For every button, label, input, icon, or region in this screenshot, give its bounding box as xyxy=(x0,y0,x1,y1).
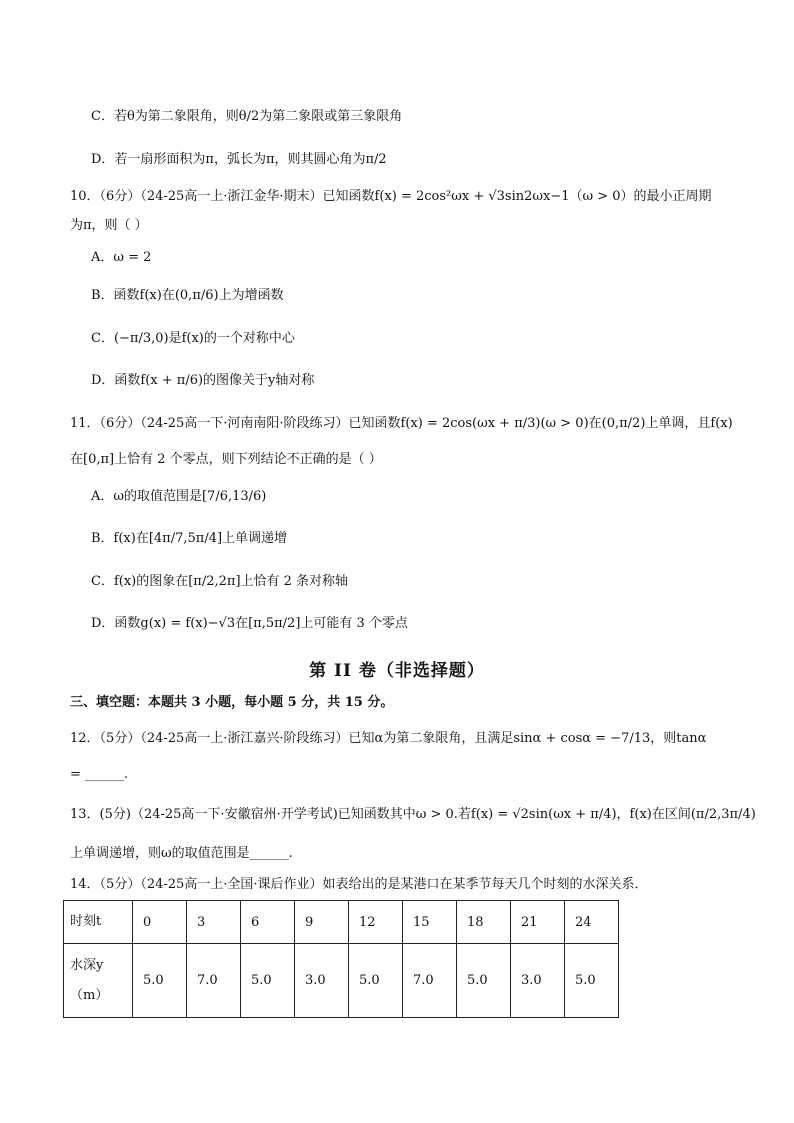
q9-option-c: C．若θ为第二象限角，则θ/2为第二象限或第三象限角 xyxy=(91,109,403,124)
depth-cell: 5.0 xyxy=(457,944,511,1018)
depth-cell: 3.0 xyxy=(295,944,349,1018)
depth-cell: 3.0 xyxy=(511,944,565,1018)
time-cell: 24 xyxy=(565,901,619,944)
q12-line1: 12．（5分）（24-25高一上·浙江嘉兴·阶段练习）已知α为第二象限角，且满足sinα + cosα = −7/13，则tanα xyxy=(70,731,707,746)
section-title: 第 II 卷（非选择题） xyxy=(309,661,485,681)
q10-stem-line1: 10．（6分）（24-25高一上·浙江金华·期末）已知函数f(x) = 2cos²ωx + √3sin2ωx−1（ω > 0）的最小正周期 xyxy=(70,189,712,204)
q11-option-c: C．f(x)的图象在[π/2,2π]上恰有 2 条对称轴 xyxy=(91,574,349,589)
time-cell: 15 xyxy=(403,901,457,944)
q10-option-c: C．(−π/3,0)是f(x)的一个对称中心 xyxy=(91,331,295,346)
q13-line2: 上单调递增，则ω的取值范围是______. xyxy=(70,846,293,861)
section-instruction: 三、填空题：本题共 3 小题，每小题 5 分，共 15 分。 xyxy=(70,695,394,710)
q10-option-a: A．ω = 2 xyxy=(91,250,152,265)
q10-option-b: B．函数f(x)在(0,π/6)上为增函数 xyxy=(91,288,284,303)
depth-cell: 7.0 xyxy=(403,944,457,1018)
q11-option-d: D．函数g(x) = f(x)−√3在[π,5π/2]上可能有 3 个零点 xyxy=(91,616,408,631)
q9-option-d: D．若一扇形面积为π，弧长为π，则其圆心角为π/2 xyxy=(91,152,387,167)
q11-stem-line2: 在[0,π]上恰有 2 个零点，则下列结论不正确的是（ ） xyxy=(70,452,382,467)
table-row-depth xyxy=(64,944,619,1018)
depth-header-label: 水深y xyxy=(70,957,104,973)
time-cell: 0 xyxy=(133,901,187,944)
depth-cell: 7.0 xyxy=(187,944,241,1018)
depth-cell: 5.0 xyxy=(133,944,187,1018)
time-header: 时刻t xyxy=(64,901,133,944)
time-cell: 12 xyxy=(349,901,403,944)
depth-cell: 5.0 xyxy=(241,944,295,1018)
q11-option-b: B．f(x)在[4π/7,5π/4]上单调递增 xyxy=(91,531,288,546)
depth-cell: 5.0 xyxy=(565,944,619,1018)
time-cell: 21 xyxy=(511,901,565,944)
depth-header xyxy=(64,944,133,1018)
table-row-time xyxy=(64,901,619,944)
time-cell: 6 xyxy=(241,901,295,944)
q11-stem-line1: 11．（6分）（24-25高一下·河南南阳·阶段练习）已知函数f(x) = 2cos(ωx + π/3)(ω > 0)在(0,π/2)上单调，且f(x) xyxy=(70,416,733,431)
time-cell: 18 xyxy=(457,901,511,944)
q10-stem-line2: 为π，则（ ） xyxy=(70,218,148,233)
time-cell: 3 xyxy=(187,901,241,944)
q10-option-d: D．函数f(x + π/6)的图像关于y轴对称 xyxy=(91,373,315,388)
q13-line1: 13．(5分)（24-25高一下·安徽宿州·开学考试)已知函数其中ω > 0.若f(x) = √2sin(ωx + π/4)，f(x)在区间(π/2,3π/4) xyxy=(70,807,756,822)
depth-header-unit: （m） xyxy=(70,987,109,1003)
depth-cell: 5.0 xyxy=(349,944,403,1018)
q14-line1: 14．（5分）（24-25高一上·全国·课后作业）如表给出的是某港口在某季节每天几个时刻的水深关系． xyxy=(70,877,648,892)
water-depth-table xyxy=(63,900,619,1018)
q11-option-a: A．ω的取值范围是[7/6,13/6) xyxy=(91,489,267,504)
q12-line2: = ______. xyxy=(70,767,129,782)
time-cell: 9 xyxy=(295,901,349,944)
